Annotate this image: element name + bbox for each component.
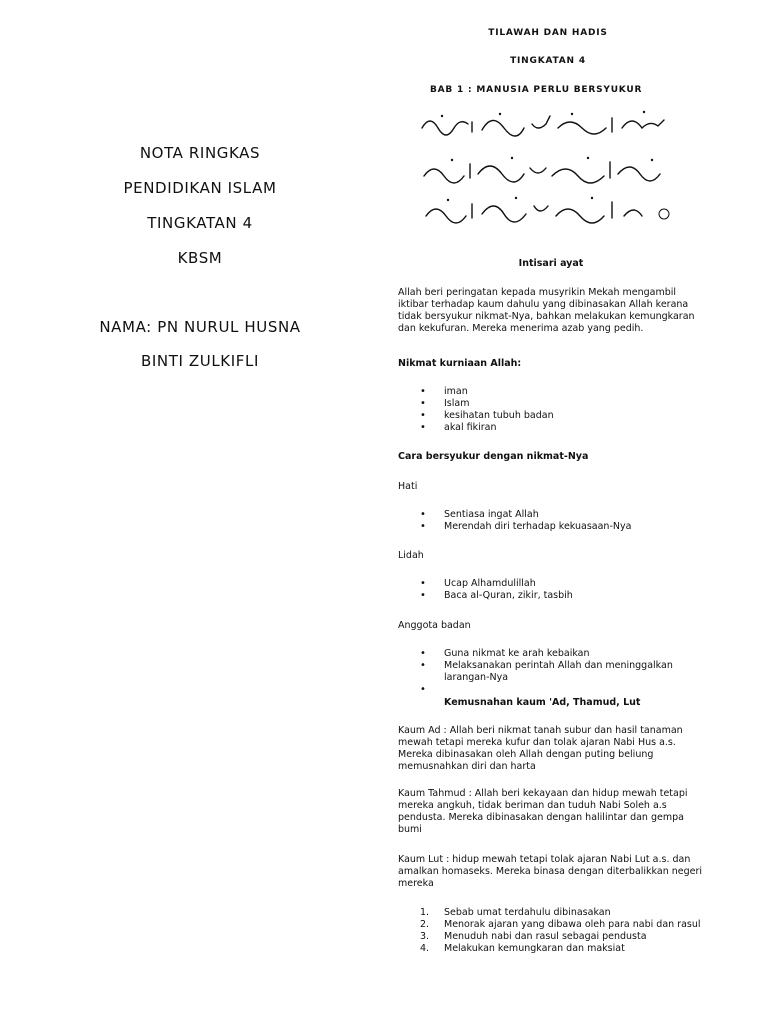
subject-heading: TILAWAH DAN HADIS bbox=[488, 28, 608, 38]
kaum-ad-paragraph: Kaum Ad : Allah beri nikmat tanah subur dan hasil tanaman mewah tetapi mereka kufur dan tolak ajaran Nabi Hus a.s. Mereka dibinasakan oleh Allah dengan puting beliung memusnahkan diri dan harta bbox=[398, 725, 683, 772]
list-item: • Merendah diri terhadap kekuasaan-Nya bbox=[420, 521, 710, 533]
kaum-thamud-paragraph: Kaum Tahmud : Allah beri kekayaan dan hidup mewah tetapi mereka angkuh, tidak beriman dan tuduh Nabi Soleh a.s pendusta. Mereka dibinasakan dengan halilintar dan gempa bumi bbox=[398, 788, 688, 835]
cover-title-line: NOTA RINGKAS bbox=[139, 144, 261, 162]
anggota-label: Anggota badan bbox=[398, 620, 471, 631]
list-item: • Baca al-Quran, zikir, tasbih bbox=[420, 590, 710, 602]
list-text: Melakukan kemungkaran dan maksiat bbox=[444, 943, 625, 954]
list-item: • Islam bbox=[420, 398, 710, 410]
list-number: 1. bbox=[420, 907, 430, 918]
cara-heading: Cara bersyukur dengan nikmat-Nya bbox=[398, 451, 589, 462]
cover-level-line: TINGKATAN 4 bbox=[147, 214, 253, 232]
chapter-heading: BAB 1 : MANUSIA PERLU BERSYUKUR bbox=[430, 85, 643, 95]
list-item: • Guna nikmat ke arah kebaikan bbox=[420, 648, 710, 660]
list-item bbox=[420, 907, 710, 919]
cover-subject-line: PENDIDIKAN ISLAM bbox=[123, 179, 277, 197]
nikmat-list bbox=[420, 386, 710, 434]
list-number: 3. bbox=[420, 931, 430, 942]
list-item: • kesihatan tubuh badan bbox=[420, 410, 710, 422]
list-item: • Melaksanakan perintah Allah dan meninggalkan larangan-Nya bbox=[420, 660, 710, 684]
list-item: • iman bbox=[420, 386, 710, 398]
hati-label: Hati bbox=[398, 481, 418, 492]
hati-list bbox=[420, 509, 710, 533]
list-item bbox=[420, 931, 710, 943]
list-item: • akal fikiran bbox=[420, 422, 710, 434]
list-item bbox=[420, 919, 710, 931]
list-number: 4. bbox=[420, 943, 430, 954]
lidah-list bbox=[420, 578, 710, 602]
arabic-verse-image bbox=[412, 98, 682, 230]
cover-name-line: NAMA: PN NURUL HUSNA bbox=[99, 318, 301, 336]
kemusnahan-heading: Kemusnahan kaum 'Ad, Thamud, Lut bbox=[444, 697, 641, 708]
list-text: Menorak ajaran yang dibawa oleh para nabi dan rasul bbox=[444, 919, 701, 930]
kaum-lut-paragraph: Kaum Lut : hidup mewah tetapi tolak ajaran Nabi Lut a.s. dan amalkan homaseks. Mereka binasa dengan diterbalikkan negeri mereka bbox=[398, 854, 703, 889]
anggota-list bbox=[420, 648, 710, 684]
list-item: • Sentiasa ingat Allah bbox=[420, 509, 710, 521]
cover-name-line-2: BINTI ZULKIFLI bbox=[141, 352, 259, 370]
cover-curriculum-line: KBSM bbox=[177, 249, 223, 267]
list-item bbox=[420, 943, 710, 955]
list-text: Menuduh nabi dan rasul sebagai pendusta bbox=[444, 931, 647, 942]
list-text: Sebab umat terdahulu dibinasakan bbox=[444, 907, 611, 918]
level-heading: TINGKATAN 4 bbox=[510, 56, 586, 66]
lidah-label: Lidah bbox=[398, 550, 424, 561]
intisari-paragraph: Allah beri peringatan kepada musyrikin Mekah mengambil iktibar terhadap kaum dahulu yang dibinasakan Allah kerana tidak bersyukur nikmat-Nya, bahkan melakukan kemungkaran dan kekufuran. Mereka menerima azab yang pedih. bbox=[398, 287, 695, 334]
nikmat-heading: Nikmat kurniaan Allah: bbox=[398, 358, 522, 369]
list-item: • Ucap Alhamdulillah bbox=[420, 578, 710, 590]
intisari-heading: Intisari ayat bbox=[518, 258, 584, 269]
sebab-list bbox=[420, 907, 710, 955]
list-number: 2. bbox=[420, 919, 430, 930]
